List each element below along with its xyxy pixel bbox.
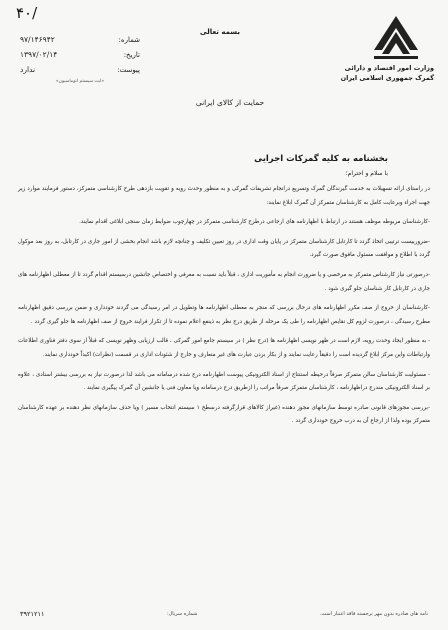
date-value: ۱۳۹۷/۰۲/۱۴	[20, 50, 58, 59]
serial-label: شماره سریال:	[166, 611, 198, 617]
paragraph: -ضرورییست ترتیبی اتخاذ گردد تا کارتابل کارشناسان متمرکز در پایان وقت اداری در روز تعیین تکلیف و چنانچه لازم باشد انجام بخشی از امور جاری در کارتابل، به روز بعد موکول گردد با اطلاع و موافقت مسئول مافوق صورت گیرد.	[18, 238, 430, 259]
date-row	[20, 47, 140, 62]
letter-meta	[20, 32, 140, 84]
ministry-name: وزارت امور اقتصاد و دارائی	[344, 64, 434, 72]
paragraph: -کارشناسان مربوطه موظف هستند در ارتباط با اظهارنامه های ارجاعی درطرح کارشناسی متمرکز در چهارچوب ضوابط زمان سنجی ابلاغی اقدام نمایند.	[79, 219, 430, 226]
paragraph: - مسئولیت کارشناسان سالن متمرکز صرفاً درحیطه استنتاج از اسناد الکترونیکی پیوست اظهارنامه درج شده درسامانه می باشد لذا درصورت نیاز به بررسی بیشتر اسنادی ، علاوه بر اسناد الکترونیکی مندرج دراظهارنامه ، کارشناسان متمرکز صرفاً مراتب را ازطریق درج درسامانه ویا معاون فنی یا جانشین آن گمرک پیگیری نمایند .	[18, 371, 430, 392]
customs-logo-icon	[368, 12, 424, 62]
page-footer	[20, 610, 428, 618]
number-row	[20, 32, 140, 47]
paragraph: در راستای ارائه تسهیلات به خدمت گیرندگان گمرک وتسریع درانجام تشریفات گمرکی و به منظور وحدت رویه و تقویت بازدهی طرح کارشناسی متمرکز، دستور فرمایند موارد زیر جهت اجراء وبرعایت کامل به کارشناسان متمرکز آن گمرک ابلاغ نمایند:	[18, 186, 430, 206]
number-label: شماره:	[118, 35, 140, 44]
attachment-label: پیوست:	[117, 65, 140, 74]
attachment-row	[20, 62, 140, 77]
slogan: حمایت از کالای ایرانی	[195, 98, 265, 107]
paragraph: -درصورتی نیاز کارشناس متمرکز به مرخصی و یا ضرورت انجام به مأموریت اداری ، قبلاً باید نسبت به معرفی و اختصاص جانشین درسیستم اقدام گردد تا از معطلی اظهارنامه های جاری در کارتابل کار شناسان جلو گیری شود .	[18, 271, 430, 292]
paragraph: -بررسی مجوزهای قانونی صادره توسط سازمانهای مجوز دهنده (غیراز کالاهای قرارگرفته درسطح ۱ سیستم انتخاب مسیر ) ویا حذف سازمانهای نظر دهنده بر عهده کارشناسان متمرکز بوده ولذا از ارجاع آن به درب خروج خودداری گردد .	[18, 404, 430, 425]
paragraph: -کارشناسان از خروج از صف مکرر اظهارنامه های درحال بررسی که منجر به معطلی اظهارنامه ها وتطویل در امر رسیدگی می گردند خودداری و ضمن بررسی دقیق اظهارنامه مطرح رسیدگی ، درصورت لزوم کل نقایص اظهارنامه را طی یک مرحله از طریق درج نظر به ذینفع اعلام نموده تا از تکرار فرایند خروج از صف اظهارنامه ها جلو گیری گردد .	[18, 305, 430, 325]
ministry-block	[294, 64, 434, 84]
paragraph: - به منظور ایجاد وحدت رویه، لازم است در ظهر نویسی اظهارنامه ها (درج نظر ) در سیستم جامع امور گمرکی ، قالب ارزیابی وظهر نویسی که قبلاً از سوی دفتر فناوری اطلاعات وارتباطات واین مرکز ابلاغ گردیده است را دقیقاً رعایت نمایند و از بکار بردن عبارت های غیر متعارف و خارج از شئونات اداری در قسمت (نظرات) اکیداً خودداری نمایند.	[18, 338, 430, 358]
handwritten-number: ۴۰/	[16, 4, 38, 22]
date-label: تاریخ:	[123, 50, 140, 59]
footer-address-note: نامه های صادره بدون مهر برجسته فاقد اعتبار است.	[319, 611, 428, 617]
number-value: ۹۷/۱۴۶۹۴۲	[20, 35, 55, 44]
greeting: با سلام و احترام؛	[345, 170, 388, 177]
meta-note: «ایت سیستم اتوماسیون»	[55, 79, 105, 84]
bismillah: بسمه تعالی	[200, 28, 241, 36]
subject-heading: بخشنامه به کلیه گمرکات اجرایی	[254, 154, 388, 164]
attachment-value: ندارد	[20, 65, 36, 74]
serial-code: ۳۹۲۱۲۱۱	[20, 610, 45, 618]
customs-name: گمرک جمهوری اسلامی ایران	[340, 73, 434, 82]
letter-body	[18, 183, 430, 429]
